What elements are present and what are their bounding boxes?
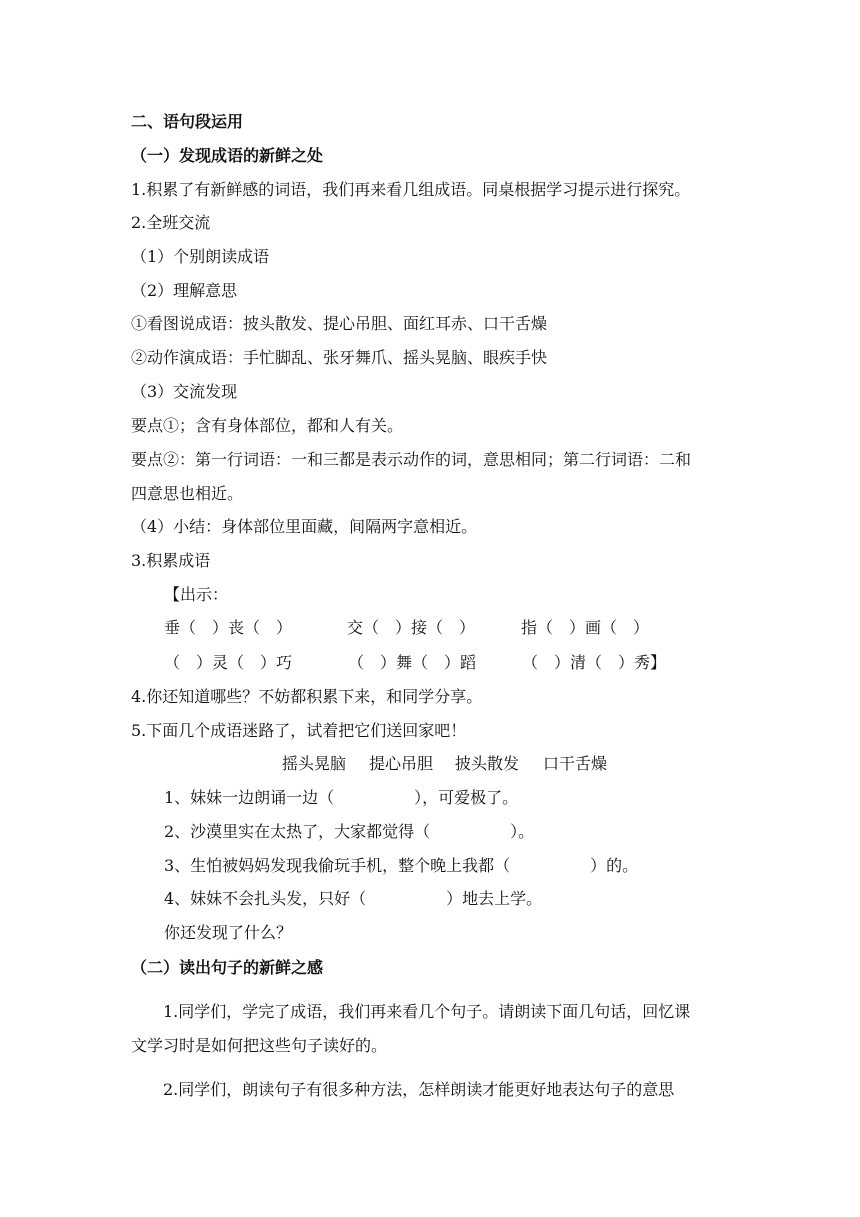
paragraph-5: ①看图说成语：披头散发、提心吊胆、面红耳赤、口干舌燥 (131, 314, 548, 333)
part2-title: （二）读出句子的新鲜之感 (131, 958, 324, 977)
paragraph-12: 4.你还知道哪些？不妨都积累下来，和同学分享。 (131, 687, 483, 706)
question-line: 你还发现了什么？ (164, 923, 293, 942)
part2-paragraph-1b: 文学习时是如何把这些句子读好的。 (131, 1036, 388, 1055)
part2-paragraph-2: 2.同学们，朗读句子有很多种方法，怎样朗读才能更好地表达句子的意思 (131, 1080, 675, 1099)
idiom-blank: （ ）清（ ）秀】 (522, 653, 667, 672)
part1-title: （一）发现成语的新鲜之处 (131, 146, 324, 165)
paragraph-9a: 要点②：第一行词语：一和三都是表示动作的词，意思相同；第二行词语：二和 (131, 450, 692, 469)
paragraph-9b: 四意思也相近。 (131, 484, 244, 503)
idiom-word: 摇头晃脑 (282, 754, 347, 773)
idiom-word: 披头散发 (455, 754, 520, 773)
paragraph-10: （4）小结：身体部位里面藏，间隔两字意相近。 (131, 517, 478, 536)
paragraph-8: 要点①；含有身体部位，都和人有关。 (131, 416, 404, 435)
paragraph-7: （3）交流发现 (131, 382, 238, 401)
section-title: 二、语句段运用 (131, 112, 244, 131)
sentence-4: 4、妹妹不会扎头发，只好（ ）地去上学。 (164, 889, 543, 908)
paragraph-11: 3.积累成语 (131, 551, 211, 570)
sentence-3: 3、生怕被妈妈发现我偷玩手机，整个晚上我都（ ）的。 (164, 856, 639, 875)
idiom-blank: 垂（ ）丧（ ） (164, 618, 293, 637)
idiom-blank: （ ）舞（ ）蹈 (348, 653, 477, 672)
paragraph-13: 5.下面几个成语迷路了，试着把它们送回家吧！ (131, 721, 467, 740)
part2-paragraph-1a: 1.同学们，学完了成语，我们再来看几个句子。请朗读下面几句话，回忆课 (131, 1002, 691, 1021)
show-label: 【出示： (164, 585, 229, 604)
idiom-blank: （ ）灵（ ）巧 (164, 653, 293, 672)
idiom-blank: 指（ ）画（ ） (521, 618, 650, 637)
paragraph-6: ②动作演成语：手忙脚乱、张牙舞爪、摇头晃脑、眼疾手快 (131, 348, 548, 367)
paragraph-1: 1.积累了有新鲜感的词语，我们再来看几组成语。同桌根据学习提示进行探究。 (131, 180, 691, 199)
paragraph-4: （2）理解意思 (131, 281, 238, 300)
idiom-blank: 交（ ）接（ ） (347, 618, 476, 637)
sentence-1: 1、妹妹一边朗诵一边（ ），可爱极了。 (164, 788, 519, 807)
sentence-2: 2、沙漠里实在太热了，大家都觉得（ ）。 (164, 822, 535, 841)
paragraph-3: （1）个别朗读成语 (131, 247, 270, 266)
paragraph-2: 2.全班交流 (131, 213, 211, 232)
idiom-word: 口干舌燥 (543, 754, 608, 773)
idiom-word: 提心吊胆 (369, 754, 434, 773)
